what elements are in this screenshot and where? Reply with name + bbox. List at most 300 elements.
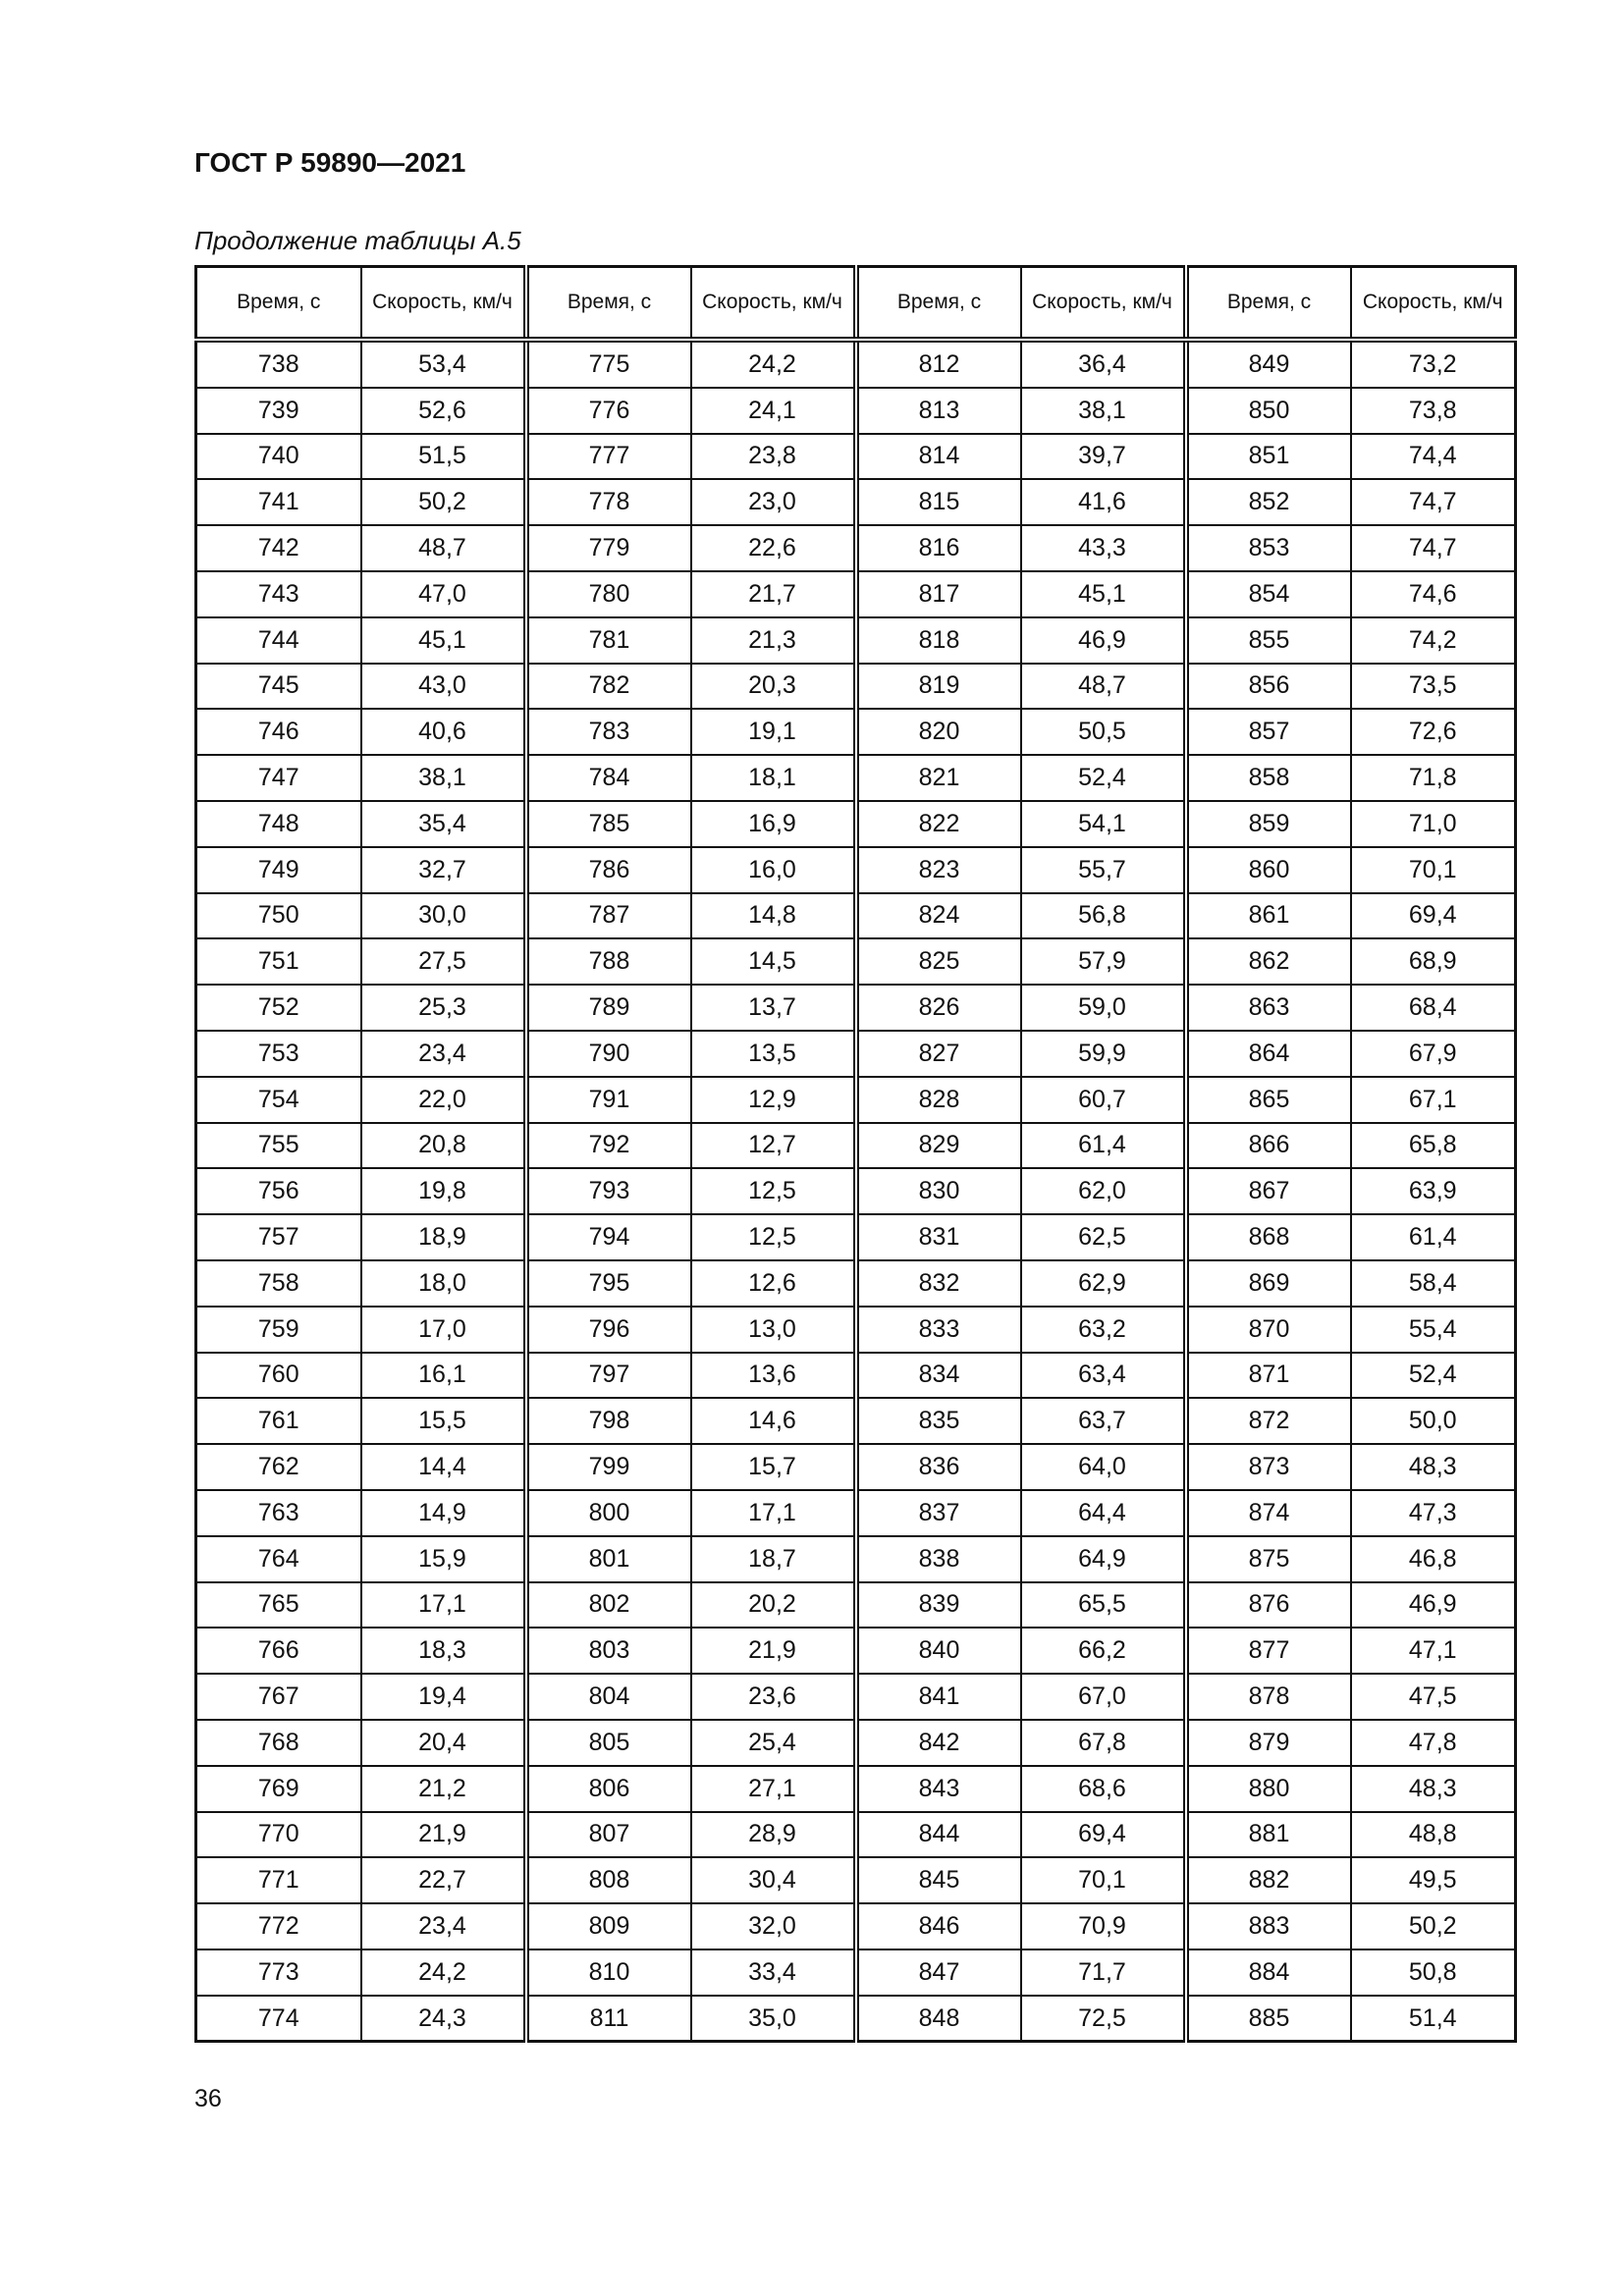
speed-cell: 47,3 — [1351, 1490, 1516, 1536]
speed-cell: 50,0 — [1351, 1398, 1516, 1444]
speed-cell: 12,5 — [691, 1214, 856, 1260]
speed-cell: 22,0 — [361, 1077, 526, 1123]
time-cell: 860 — [1186, 847, 1351, 893]
speed-cell: 24,2 — [361, 1949, 526, 1996]
time-cell: 825 — [856, 938, 1021, 985]
time-cell: 779 — [526, 525, 691, 571]
time-cell: 788 — [526, 938, 691, 985]
speed-cell: 51,5 — [361, 434, 526, 480]
time-cell: 874 — [1186, 1490, 1351, 1536]
speed-cell: 60,7 — [1021, 1077, 1186, 1123]
speed-cell: 72,6 — [1351, 709, 1516, 755]
speed-cell: 20,8 — [361, 1123, 526, 1169]
time-cell: 884 — [1186, 1949, 1351, 1996]
time-cell: 805 — [526, 1720, 691, 1766]
time-cell: 859 — [1186, 801, 1351, 847]
speed-cell: 16,9 — [691, 801, 856, 847]
table-row — [196, 1490, 1516, 1536]
speed-cell: 48,7 — [361, 525, 526, 571]
time-cell: 804 — [526, 1674, 691, 1720]
speed-cell: 68,9 — [1351, 938, 1516, 985]
speed-cell: 68,4 — [1351, 985, 1516, 1031]
time-cell: 832 — [856, 1260, 1021, 1307]
speed-cell: 69,4 — [1021, 1812, 1186, 1858]
speed-cell: 12,7 — [691, 1123, 856, 1169]
speed-cell: 18,3 — [361, 1628, 526, 1674]
speed-cell: 74,2 — [1351, 617, 1516, 664]
time-cell: 826 — [856, 985, 1021, 1031]
table-caption: Продолжение таблицы А.5 — [194, 226, 521, 255]
time-cell: 849 — [1186, 340, 1351, 388]
table-row — [196, 1214, 1516, 1260]
time-cell: 795 — [526, 1260, 691, 1307]
time-cell: 785 — [526, 801, 691, 847]
table-row — [196, 755, 1516, 801]
time-cell: 760 — [196, 1353, 361, 1399]
time-cell: 837 — [856, 1490, 1021, 1536]
speed-cell: 71,7 — [1021, 1949, 1186, 1996]
table-body — [196, 340, 1516, 2042]
speed-cell: 18,7 — [691, 1536, 856, 1582]
speed-cell: 22,6 — [691, 525, 856, 571]
time-cell: 754 — [196, 1077, 361, 1123]
speed-cell: 30,4 — [691, 1857, 856, 1903]
speed-cell: 67,8 — [1021, 1720, 1186, 1766]
speed-cell: 36,4 — [1021, 340, 1186, 388]
speed-cell: 35,0 — [691, 1996, 856, 2042]
speed-cell: 64,9 — [1021, 1536, 1186, 1582]
time-cell: 790 — [526, 1031, 691, 1077]
speed-cell: 33,4 — [691, 1949, 856, 1996]
speed-cell: 23,6 — [691, 1674, 856, 1720]
speed-cell: 23,0 — [691, 479, 856, 525]
table-row — [196, 1674, 1516, 1720]
time-cell: 751 — [196, 938, 361, 985]
time-cell: 816 — [856, 525, 1021, 571]
speed-cell: 52,4 — [1351, 1353, 1516, 1399]
speed-cell: 38,1 — [361, 755, 526, 801]
time-cell: 776 — [526, 388, 691, 434]
speed-cell: 12,9 — [691, 1077, 856, 1123]
table-row — [196, 571, 1516, 617]
time-cell: 768 — [196, 1720, 361, 1766]
time-cell: 800 — [526, 1490, 691, 1536]
speed-cell: 23,4 — [361, 1903, 526, 1949]
time-cell: 752 — [196, 985, 361, 1031]
time-cell: 872 — [1186, 1398, 1351, 1444]
column-header-time: Время, с — [196, 267, 361, 341]
table-row — [196, 1031, 1516, 1077]
time-cell: 786 — [526, 847, 691, 893]
speed-cell: 13,5 — [691, 1031, 856, 1077]
time-cell: 877 — [1186, 1628, 1351, 1674]
table-row — [196, 479, 1516, 525]
time-cell: 822 — [856, 801, 1021, 847]
speed-cell: 69,4 — [1351, 893, 1516, 939]
document-title: ГОСТ Р 59890—2021 — [194, 147, 466, 178]
speed-cell: 61,4 — [1021, 1123, 1186, 1169]
speed-cell: 24,1 — [691, 388, 856, 434]
speed-cell: 62,9 — [1021, 1260, 1186, 1307]
speed-cell: 21,2 — [361, 1766, 526, 1812]
table-row — [196, 1536, 1516, 1582]
time-cell: 835 — [856, 1398, 1021, 1444]
time-cell: 851 — [1186, 434, 1351, 480]
time-cell: 812 — [856, 340, 1021, 388]
speed-cell: 12,5 — [691, 1168, 856, 1214]
time-cell: 787 — [526, 893, 691, 939]
speed-cell: 40,6 — [361, 709, 526, 755]
time-cell: 838 — [856, 1536, 1021, 1582]
speed-cell: 43,0 — [361, 664, 526, 710]
time-cell: 772 — [196, 1903, 361, 1949]
speed-cell: 74,4 — [1351, 434, 1516, 480]
time-cell: 757 — [196, 1214, 361, 1260]
time-cell: 834 — [856, 1353, 1021, 1399]
time-cell: 763 — [196, 1490, 361, 1536]
speed-cell: 16,0 — [691, 847, 856, 893]
time-cell: 876 — [1186, 1582, 1351, 1629]
time-cell: 867 — [1186, 1168, 1351, 1214]
speed-cell: 19,1 — [691, 709, 856, 755]
time-cell: 863 — [1186, 985, 1351, 1031]
speed-cell: 43,3 — [1021, 525, 1186, 571]
time-cell: 831 — [856, 1214, 1021, 1260]
column-header-speed: Скорость, км/ч — [1351, 267, 1516, 341]
speed-cell: 71,8 — [1351, 755, 1516, 801]
speed-cell: 19,4 — [361, 1674, 526, 1720]
speed-cell: 52,4 — [1021, 755, 1186, 801]
speed-cell: 28,9 — [691, 1812, 856, 1858]
time-cell: 738 — [196, 340, 361, 388]
time-cell: 862 — [1186, 938, 1351, 985]
time-cell: 802 — [526, 1582, 691, 1629]
speed-cell: 63,2 — [1021, 1307, 1186, 1353]
time-cell: 853 — [1186, 525, 1351, 571]
speed-cell: 50,8 — [1351, 1949, 1516, 1996]
speed-cell: 24,2 — [691, 340, 856, 388]
time-cell: 821 — [856, 755, 1021, 801]
speed-cell: 21,3 — [691, 617, 856, 664]
column-header-speed: Скорость, км/ч — [691, 267, 856, 341]
speed-cell: 15,7 — [691, 1444, 856, 1490]
time-cell: 841 — [856, 1674, 1021, 1720]
speed-time-table — [194, 265, 1517, 2043]
speed-cell: 48,3 — [1351, 1444, 1516, 1490]
time-cell: 840 — [856, 1628, 1021, 1674]
time-cell: 856 — [1186, 664, 1351, 710]
speed-cell: 48,3 — [1351, 1766, 1516, 1812]
speed-cell: 62,5 — [1021, 1214, 1186, 1260]
speed-cell: 47,5 — [1351, 1674, 1516, 1720]
table-row — [196, 1307, 1516, 1353]
speed-cell: 46,8 — [1351, 1536, 1516, 1582]
speed-cell: 56,8 — [1021, 893, 1186, 939]
table-row — [196, 1949, 1516, 1996]
speed-cell: 35,4 — [361, 801, 526, 847]
time-cell: 796 — [526, 1307, 691, 1353]
time-cell: 756 — [196, 1168, 361, 1214]
speed-cell: 58,4 — [1351, 1260, 1516, 1307]
table-row — [196, 664, 1516, 710]
time-cell: 839 — [856, 1582, 1021, 1629]
column-header-speed: Скорость, км/ч — [361, 267, 526, 341]
time-cell: 883 — [1186, 1903, 1351, 1949]
speed-cell: 63,9 — [1351, 1168, 1516, 1214]
table-row — [196, 1123, 1516, 1169]
speed-cell: 27,1 — [691, 1766, 856, 1812]
time-cell: 828 — [856, 1077, 1021, 1123]
time-cell: 762 — [196, 1444, 361, 1490]
time-cell: 870 — [1186, 1307, 1351, 1353]
time-cell: 843 — [856, 1766, 1021, 1812]
time-cell: 880 — [1186, 1766, 1351, 1812]
speed-cell: 20,4 — [361, 1720, 526, 1766]
time-cell: 827 — [856, 1031, 1021, 1077]
time-cell: 753 — [196, 1031, 361, 1077]
table-row — [196, 1168, 1516, 1214]
time-cell: 794 — [526, 1214, 691, 1260]
speed-cell: 74,6 — [1351, 571, 1516, 617]
time-cell: 806 — [526, 1766, 691, 1812]
time-cell: 848 — [856, 1996, 1021, 2042]
time-cell: 824 — [856, 893, 1021, 939]
speed-cell: 14,9 — [361, 1490, 526, 1536]
speed-cell: 49,5 — [1351, 1857, 1516, 1903]
speed-cell: 16,1 — [361, 1353, 526, 1399]
time-cell: 861 — [1186, 893, 1351, 939]
time-cell: 780 — [526, 571, 691, 617]
time-cell: 774 — [196, 1996, 361, 2042]
speed-cell: 47,0 — [361, 571, 526, 617]
speed-cell: 18,1 — [691, 755, 856, 801]
time-cell: 854 — [1186, 571, 1351, 617]
time-cell: 803 — [526, 1628, 691, 1674]
time-cell: 809 — [526, 1903, 691, 1949]
table-row — [196, 617, 1516, 664]
time-cell: 773 — [196, 1949, 361, 1996]
time-cell: 873 — [1186, 1444, 1351, 1490]
speed-cell: 30,0 — [361, 893, 526, 939]
speed-cell: 72,5 — [1021, 1996, 1186, 2042]
time-cell: 836 — [856, 1444, 1021, 1490]
table-row — [196, 1812, 1516, 1858]
time-cell: 868 — [1186, 1214, 1351, 1260]
time-cell: 855 — [1186, 617, 1351, 664]
time-cell: 865 — [1186, 1077, 1351, 1123]
time-cell: 764 — [196, 1536, 361, 1582]
speed-cell: 50,2 — [1351, 1903, 1516, 1949]
speed-cell: 67,1 — [1351, 1077, 1516, 1123]
table-row — [196, 1353, 1516, 1399]
speed-cell: 46,9 — [1351, 1582, 1516, 1629]
time-cell: 743 — [196, 571, 361, 617]
speed-cell: 70,1 — [1021, 1857, 1186, 1903]
table-row — [196, 709, 1516, 755]
time-cell: 777 — [526, 434, 691, 480]
speed-cell: 25,3 — [361, 985, 526, 1031]
time-cell: 783 — [526, 709, 691, 755]
table-row — [196, 801, 1516, 847]
speed-cell: 52,6 — [361, 388, 526, 434]
speed-cell: 50,2 — [361, 479, 526, 525]
column-header-speed: Скорость, км/ч — [1021, 267, 1186, 341]
time-cell: 878 — [1186, 1674, 1351, 1720]
speed-cell: 54,1 — [1021, 801, 1186, 847]
time-cell: 749 — [196, 847, 361, 893]
time-cell: 871 — [1186, 1353, 1351, 1399]
time-cell: 801 — [526, 1536, 691, 1582]
speed-cell: 48,8 — [1351, 1812, 1516, 1858]
speed-cell: 50,5 — [1021, 709, 1186, 755]
column-header-time: Время, с — [856, 267, 1021, 341]
time-cell: 818 — [856, 617, 1021, 664]
speed-cell: 61,4 — [1351, 1214, 1516, 1260]
speed-cell: 57,9 — [1021, 938, 1186, 985]
speed-cell: 19,8 — [361, 1168, 526, 1214]
table-row — [196, 1628, 1516, 1674]
speed-cell: 59,0 — [1021, 985, 1186, 1031]
time-cell: 830 — [856, 1168, 1021, 1214]
time-cell: 748 — [196, 801, 361, 847]
time-cell: 879 — [1186, 1720, 1351, 1766]
time-cell: 885 — [1186, 1996, 1351, 2042]
speed-cell: 23,8 — [691, 434, 856, 480]
time-cell: 850 — [1186, 388, 1351, 434]
time-cell: 778 — [526, 479, 691, 525]
table-row — [196, 1857, 1516, 1903]
time-cell: 881 — [1186, 1812, 1351, 1858]
speed-cell: 73,2 — [1351, 340, 1516, 388]
time-cell: 792 — [526, 1123, 691, 1169]
table-row — [196, 893, 1516, 939]
time-cell: 739 — [196, 388, 361, 434]
speed-cell: 21,9 — [691, 1628, 856, 1674]
speed-cell: 46,9 — [1021, 617, 1186, 664]
table-row — [196, 1077, 1516, 1123]
time-cell: 866 — [1186, 1123, 1351, 1169]
table-row — [196, 1766, 1516, 1812]
speed-cell: 64,4 — [1021, 1490, 1186, 1536]
time-cell: 813 — [856, 388, 1021, 434]
time-cell: 857 — [1186, 709, 1351, 755]
time-cell: 761 — [196, 1398, 361, 1444]
speed-cell: 51,4 — [1351, 1996, 1516, 2042]
table-row — [196, 1260, 1516, 1307]
time-cell: 807 — [526, 1812, 691, 1858]
time-cell: 847 — [856, 1949, 1021, 1996]
time-cell: 829 — [856, 1123, 1021, 1169]
speed-cell: 13,7 — [691, 985, 856, 1031]
speed-cell: 21,9 — [361, 1812, 526, 1858]
speed-cell: 70,1 — [1351, 847, 1516, 893]
speed-cell: 66,2 — [1021, 1628, 1186, 1674]
time-cell: 798 — [526, 1398, 691, 1444]
table-row — [196, 1996, 1516, 2042]
table-row — [196, 1444, 1516, 1490]
speed-cell: 64,0 — [1021, 1444, 1186, 1490]
time-cell: 758 — [196, 1260, 361, 1307]
table-row — [196, 1398, 1516, 1444]
speed-cell: 48,7 — [1021, 664, 1186, 710]
speed-cell: 17,0 — [361, 1307, 526, 1353]
time-cell: 766 — [196, 1628, 361, 1674]
time-cell: 767 — [196, 1674, 361, 1720]
speed-cell: 62,0 — [1021, 1168, 1186, 1214]
time-cell: 833 — [856, 1307, 1021, 1353]
time-cell: 823 — [856, 847, 1021, 893]
speed-cell: 47,1 — [1351, 1628, 1516, 1674]
speed-cell: 23,4 — [361, 1031, 526, 1077]
time-cell: 858 — [1186, 755, 1351, 801]
time-cell: 755 — [196, 1123, 361, 1169]
table-row — [196, 388, 1516, 434]
speed-cell: 55,4 — [1351, 1307, 1516, 1353]
speed-cell: 14,8 — [691, 893, 856, 939]
speed-cell: 68,6 — [1021, 1766, 1186, 1812]
table-row — [196, 1582, 1516, 1629]
column-header-time: Время, с — [1186, 267, 1351, 341]
time-cell: 875 — [1186, 1536, 1351, 1582]
speed-cell: 73,5 — [1351, 664, 1516, 710]
speed-cell: 39,7 — [1021, 434, 1186, 480]
speed-cell: 67,9 — [1351, 1031, 1516, 1077]
time-cell: 745 — [196, 664, 361, 710]
time-cell: 775 — [526, 340, 691, 388]
time-cell: 799 — [526, 1444, 691, 1490]
speed-cell: 17,1 — [691, 1490, 856, 1536]
time-cell: 759 — [196, 1307, 361, 1353]
time-cell: 742 — [196, 525, 361, 571]
speed-cell: 63,4 — [1021, 1353, 1186, 1399]
speed-cell: 55,7 — [1021, 847, 1186, 893]
time-cell: 746 — [196, 709, 361, 755]
speed-cell: 13,0 — [691, 1307, 856, 1353]
speed-cell: 32,0 — [691, 1903, 856, 1949]
time-cell: 747 — [196, 755, 361, 801]
speed-cell: 73,8 — [1351, 388, 1516, 434]
table-row — [196, 1903, 1516, 1949]
time-cell: 750 — [196, 893, 361, 939]
speed-cell: 70,9 — [1021, 1903, 1186, 1949]
table-row — [196, 938, 1516, 985]
speed-cell: 15,9 — [361, 1536, 526, 1582]
speed-cell: 13,6 — [691, 1353, 856, 1399]
time-cell: 846 — [856, 1903, 1021, 1949]
speed-cell: 21,7 — [691, 571, 856, 617]
speed-cell: 53,4 — [361, 340, 526, 388]
time-cell: 817 — [856, 571, 1021, 617]
speed-cell: 47,8 — [1351, 1720, 1516, 1766]
table-row — [196, 340, 1516, 388]
time-cell: 793 — [526, 1168, 691, 1214]
time-cell: 869 — [1186, 1260, 1351, 1307]
time-cell: 784 — [526, 755, 691, 801]
table-row — [196, 985, 1516, 1031]
speed-cell: 18,0 — [361, 1260, 526, 1307]
time-cell: 864 — [1186, 1031, 1351, 1077]
speed-cell: 41,6 — [1021, 479, 1186, 525]
speed-cell: 15,5 — [361, 1398, 526, 1444]
table-row — [196, 525, 1516, 571]
time-cell: 765 — [196, 1582, 361, 1629]
time-cell: 744 — [196, 617, 361, 664]
speed-cell: 18,9 — [361, 1214, 526, 1260]
speed-cell: 17,1 — [361, 1582, 526, 1629]
time-cell: 770 — [196, 1812, 361, 1858]
time-cell: 844 — [856, 1812, 1021, 1858]
speed-cell: 63,7 — [1021, 1398, 1186, 1444]
